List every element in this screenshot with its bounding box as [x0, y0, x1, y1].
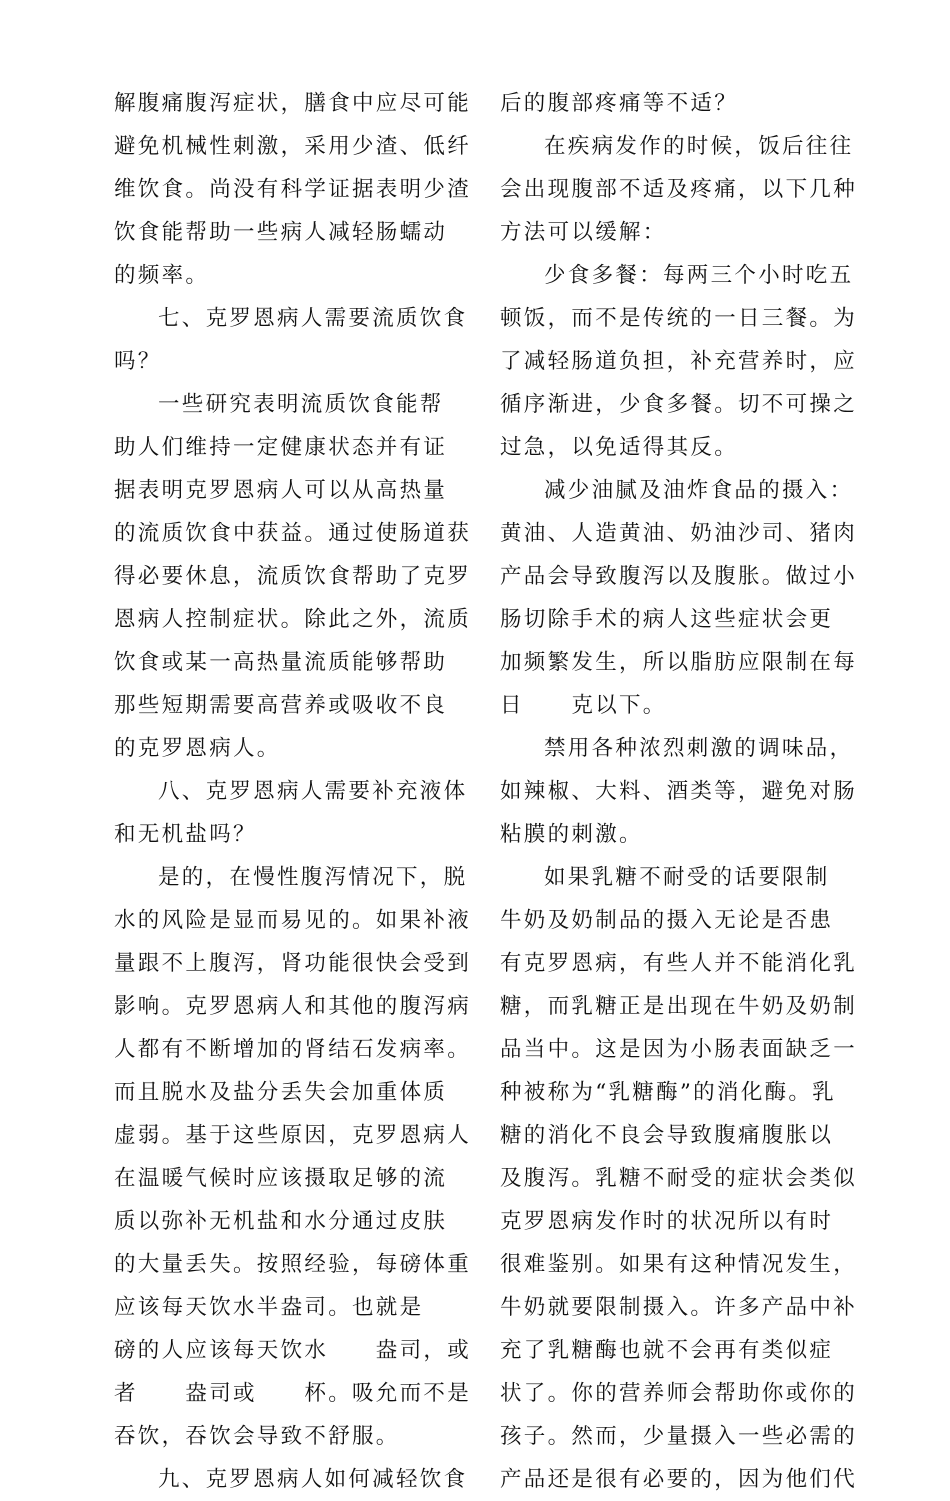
right-text-column: [500, 82, 870, 1501]
text-line: 牛奶就要限制摄入。许多产品中补: [500, 1295, 858, 1320]
text-line: 糖的消化不良会导致腹痛腹胀以: [500, 1123, 834, 1148]
text-line: 那些短期需要高营养或吸收不良: [114, 693, 448, 718]
text-line: 肠切除手术的病人这些症状会更: [500, 607, 834, 632]
text-line: 虚弱。基于这些原因，克罗恩病人: [114, 1123, 472, 1148]
text-line: 种被称为“乳糖酶”的消化酶。乳: [500, 1080, 836, 1105]
text-line: 七、克罗恩病人需要流质饮食: [158, 306, 468, 331]
text-line: 影响。克罗恩病人和其他的腹泻病: [114, 994, 472, 1019]
text-line: 循序渐进，少食多餐。切不可操之: [500, 392, 858, 417]
text-line: 和无机盐吗？: [114, 822, 257, 847]
text-line: 如辣椒、大料、酒类等，避免对肠: [500, 779, 858, 804]
text-line: 的频率。: [114, 263, 210, 288]
text-line: 在温暖气候时应该摄取足够的流: [114, 1166, 448, 1191]
text-line: 充了乳糖酶也就不会再有类似症: [500, 1338, 834, 1363]
text-line: 助人们维持一定健康状态并有证: [114, 435, 448, 460]
text-line: 解腹痛腹泻症状，膳食中应尽可能: [114, 91, 472, 116]
text-line: 人都有不断增加的肾结石发病率。: [114, 1037, 472, 1062]
text-line: 吗？: [114, 349, 162, 374]
text-line: 者 盎司或 杯。吸允而不是: [114, 1381, 472, 1406]
text-line: 据表明克罗恩病人可以从高热量: [114, 478, 448, 503]
text-line: 如果乳糖不耐受的话要限制: [544, 865, 830, 890]
text-line: 克罗恩病发作时的状况所以有时: [500, 1209, 834, 1234]
text-line: 维饮食。尚没有科学证据表明少渣: [114, 177, 472, 202]
text-line: 方法可以缓解：: [500, 220, 667, 245]
text-line: 八、克罗恩病人需要补充液体: [158, 779, 468, 804]
text-line: 恩病人控制症状。除此之外，流质: [114, 607, 472, 632]
left-text-column: [114, 82, 484, 1501]
text-line: 而且脱水及盐分丢失会加重体质: [114, 1080, 448, 1105]
text-line: 质以弥补无机盐和水分通过皮肤: [114, 1209, 448, 1234]
text-line: 了减轻肠道负担，补充营养时，应: [500, 349, 858, 374]
text-line: 的流质饮食中获益。通过使肠道获: [114, 521, 472, 546]
text-line: 粘膜的刺激。: [500, 822, 643, 847]
text-line: 饮食能帮助一些病人减轻肠蠕动: [114, 220, 448, 245]
text-line: 状了。你的营养师会帮助你或你的: [500, 1381, 858, 1406]
text-line: 避免机械性刺激，采用少渣、低纤: [114, 134, 472, 159]
text-line: 糖，而乳糖正是出现在牛奶及奶制: [500, 994, 858, 1019]
text-line: 产品还是很有必要的，因为他们代: [500, 1467, 858, 1492]
text-line: 有克罗恩病，有些人并不能消化乳: [500, 951, 858, 976]
text-line: 产品会导致腹泻以及腹胀。做过小: [500, 564, 858, 589]
text-line: 过急，以免适得其反。: [500, 435, 739, 460]
text-line: 孩子。然而，少量摄入一些必需的: [500, 1424, 858, 1449]
text-line: 量跟不上腹泻，肾功能很快会受到: [114, 951, 472, 976]
text-line: 磅的人应该每天饮水 盎司，或: [114, 1338, 472, 1363]
text-line: 的大量丢失。按照经验，每磅体重: [114, 1252, 472, 1277]
text-line: 饮食或某一高热量流质能够帮助: [114, 650, 448, 675]
text-line: 是的，在慢性腹泻情况下，脱: [158, 865, 468, 890]
text-line: 日 克以下。: [500, 693, 667, 718]
text-line: 得必要休息，流质饮食帮助了克罗: [114, 564, 472, 589]
text-line: 九、克罗恩病人如何减轻饮食: [158, 1467, 468, 1492]
text-line: 在疾病发作的时候，饭后往往: [544, 134, 854, 159]
text-line: 顿饭，而不是传统的一日三餐。为: [500, 306, 858, 331]
text-line: 会出现腹部不适及疼痛，以下几种: [500, 177, 858, 202]
text-line: 黄油、人造黄油、奶油沙司、猪肉: [500, 521, 858, 546]
text-line: 禁用各种浓烈刺激的调味品，: [544, 736, 854, 761]
text-line: 一些研究表明流质饮食能帮: [158, 392, 444, 417]
text-line: 牛奶及奶制品的摄入无论是否患: [500, 908, 834, 933]
text-line: 后的腹部疼痛等不适？: [500, 91, 739, 116]
text-line: 少食多餐：每两三个小时吃五: [544, 263, 854, 288]
text-line: 加频繁发生，所以脂肪应限制在每: [500, 650, 858, 675]
text-line: 品当中。这是因为小肠表面缺乏一: [500, 1037, 858, 1062]
text-line: 减少油腻及油炸食品的摄入：: [544, 478, 854, 503]
text-line: 及腹泻。乳糖不耐受的症状会类似: [500, 1166, 858, 1191]
text-line: 吞饮，吞饮会导致不舒服。: [114, 1424, 400, 1449]
text-line: 很难鉴别。如果有这种情况发生，: [500, 1252, 858, 1277]
text-line: 水的风险是显而易见的。如果补液: [114, 908, 472, 933]
text-line: 的克罗恩病人。: [114, 736, 281, 761]
text-line: 应该每天饮水半盎司。也就是: [114, 1295, 424, 1320]
